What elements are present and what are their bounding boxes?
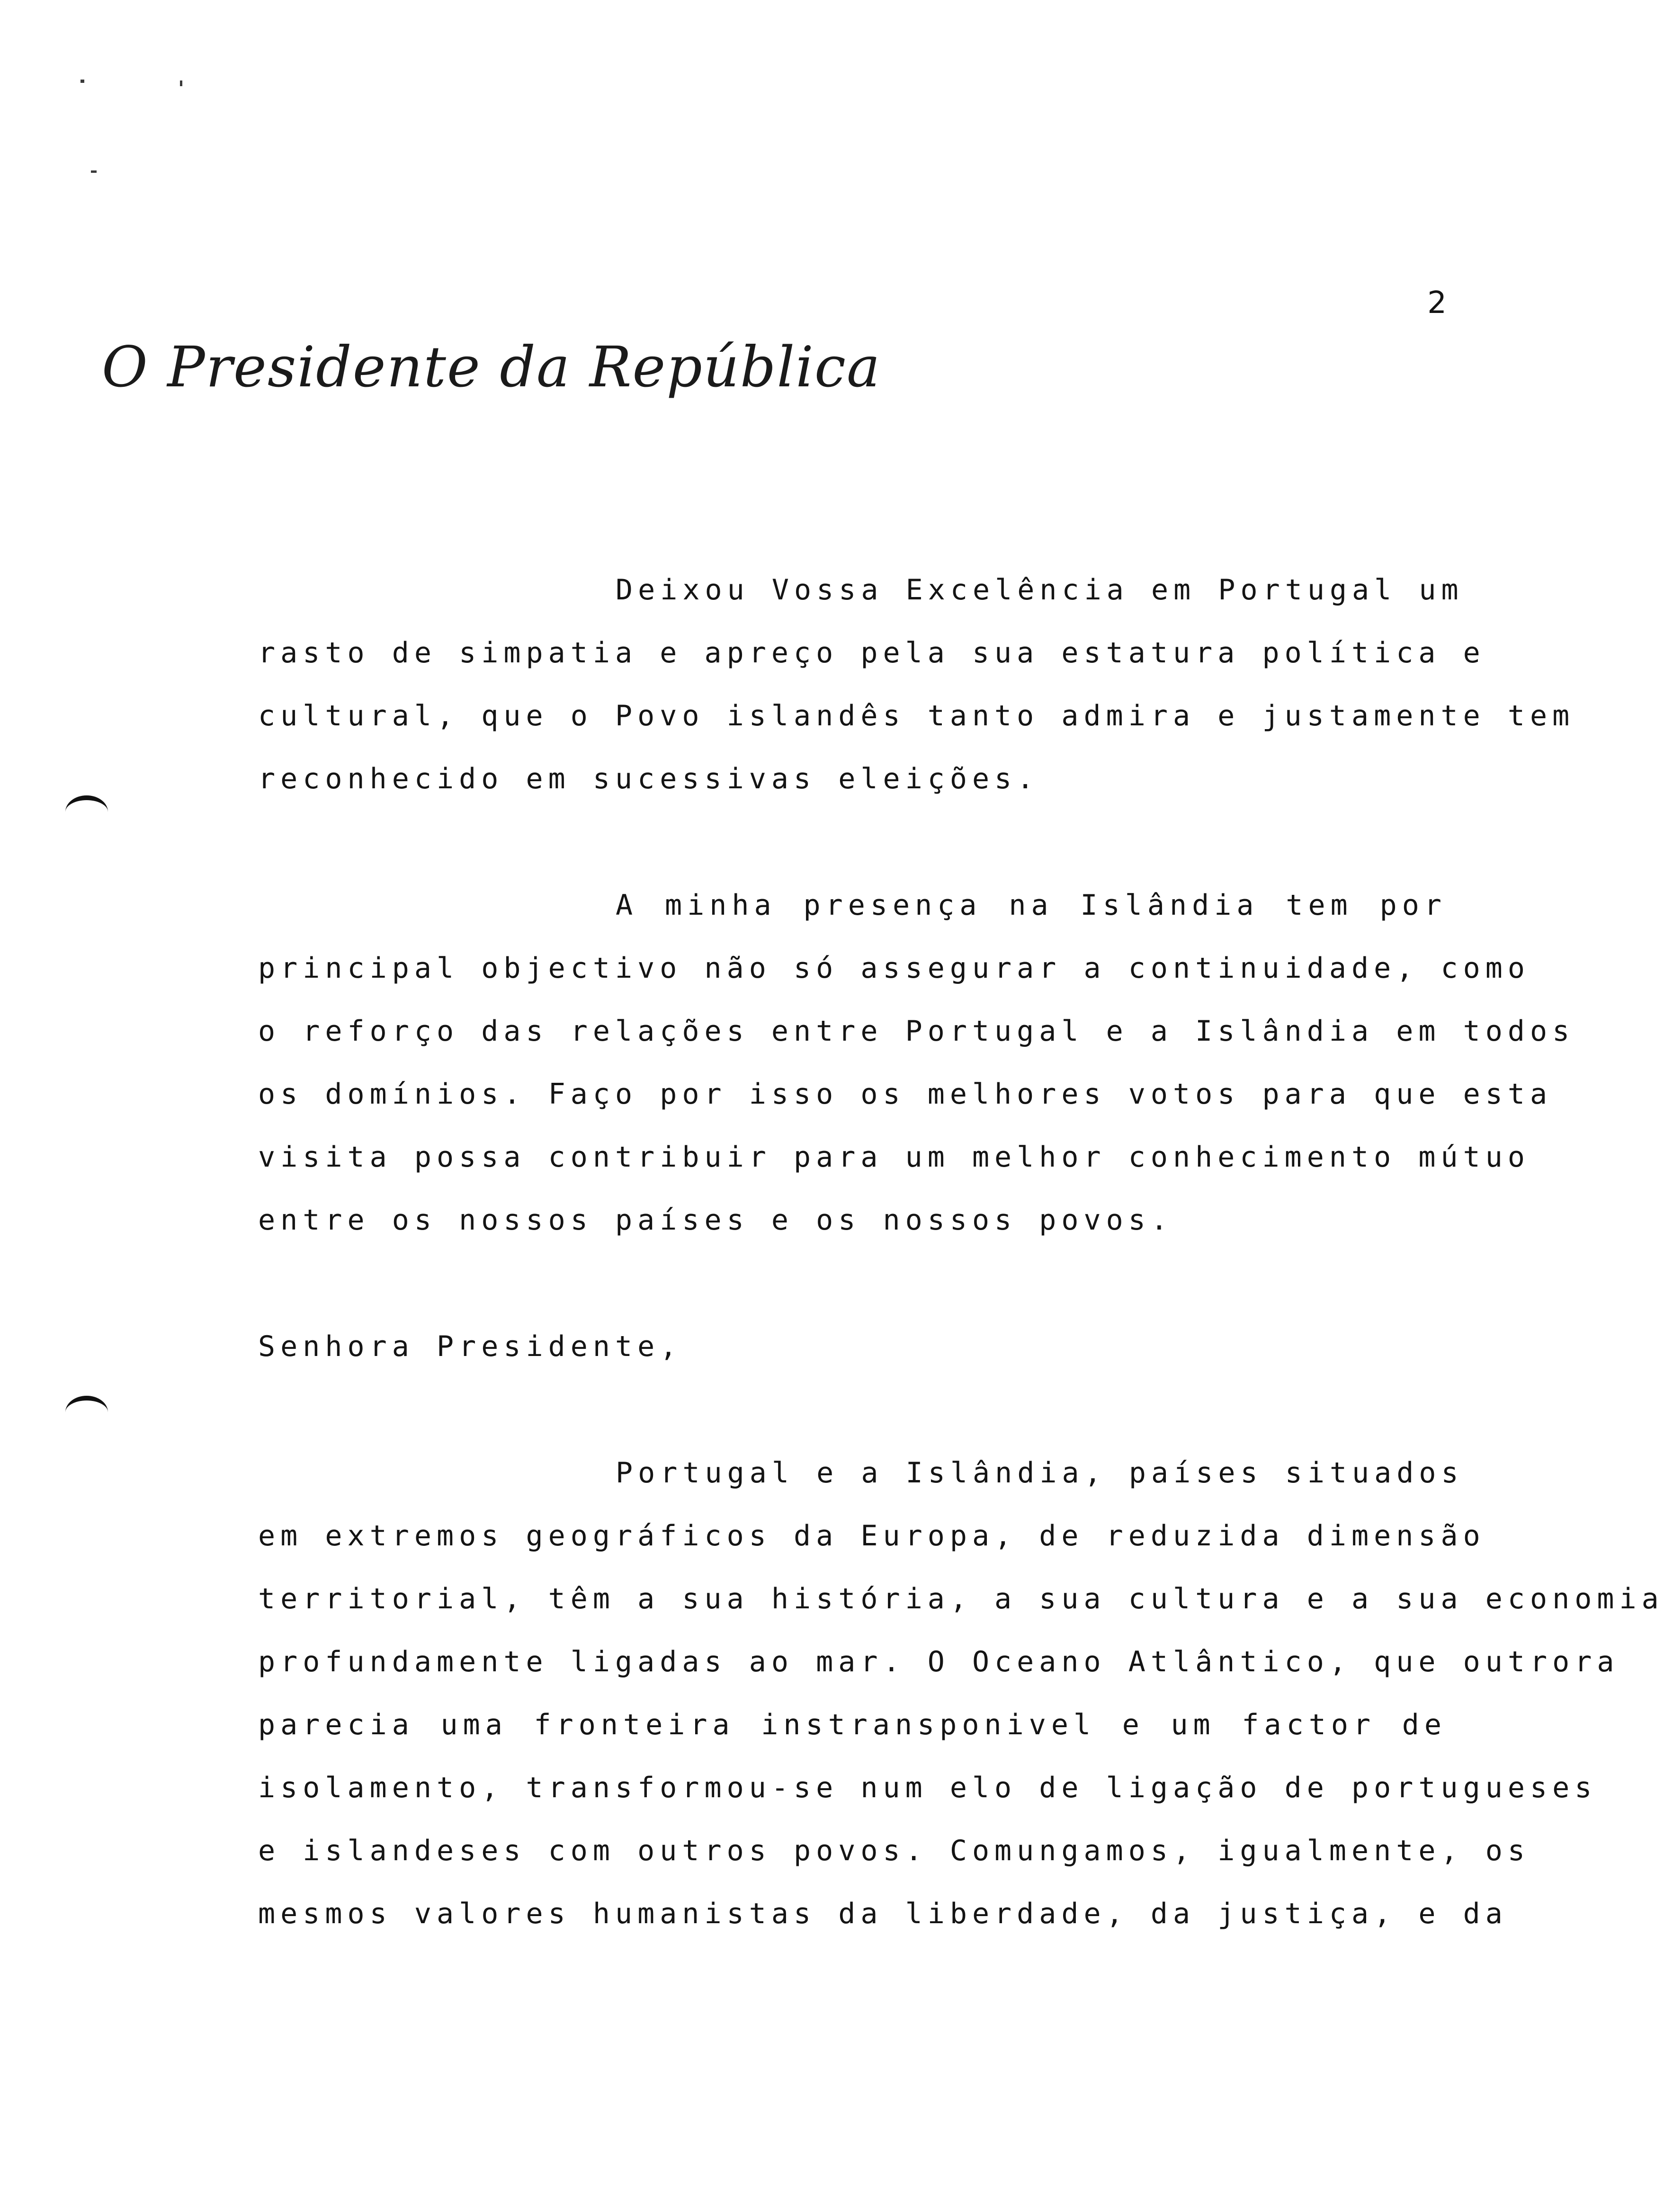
paragraph <box>258 874 1575 1252</box>
text-line: os domínios. Faço por isso os melhores votos para que esta <box>258 1078 1553 1111</box>
text-line: principal objectivo não só assegurar a continuidade, como <box>258 952 1530 985</box>
text-line: isolamento, transformou-se num elo de ligação de portugueses <box>258 1771 1597 1804</box>
scan-speck <box>81 80 84 83</box>
text-line: cultural, que o Povo islandês tanto admira e justamente tem <box>258 699 1575 732</box>
text-line: territorial, têm a sua história, a sua cultura e a sua economia <box>258 1582 1664 1615</box>
paragraph <box>258 1442 1664 1945</box>
binding-hole-mark <box>65 795 108 829</box>
text-line: e islandeses com outros povos. Comungamos, igualmente, os <box>258 1834 1530 1867</box>
text-line: reconhecido em sucessivas eleições. <box>258 762 1039 795</box>
text-line: A minha presença na Islândia tem por <box>616 889 1447 922</box>
text-line: mesmos valores humanistas da liberdade, da justiça, e da <box>258 1897 1508 1930</box>
scan-speck <box>91 170 97 173</box>
text-line: profundamente ligadas ao mar. O Oceano Atlântico, que outrora <box>258 1645 1619 1678</box>
text-line: em extremos geográficos da Europa, de reduzida dimensão <box>258 1519 1485 1552</box>
text-line: parecia uma fronteira instransponivel e um factor de <box>258 1708 1447 1741</box>
text-line: Senhora Presidente, <box>258 1330 682 1363</box>
salutation <box>258 1315 1447 1378</box>
text-line: entre os nossos países e os nossos povos. <box>258 1204 1173 1237</box>
paragraph <box>258 559 1575 811</box>
text-line: Portugal e a Islândia, países situados <box>616 1456 1464 1490</box>
text-line: rasto de simpatia e apreço pela sua estatura política e <box>258 636 1485 669</box>
page-number: 2 <box>1427 285 1447 321</box>
text-line: visita possa contribuir para um melhor conhecimento mútuo <box>258 1141 1530 1174</box>
text-line: Deixou Vossa Excelência em Portugal um <box>616 573 1464 607</box>
scan-speck <box>180 80 182 86</box>
binding-hole-mark <box>65 1396 108 1429</box>
text-line: o reforço das relações entre Portugal e a Islândia em todos <box>258 1015 1575 1048</box>
letterhead-title: O Presidente da República <box>102 334 881 400</box>
